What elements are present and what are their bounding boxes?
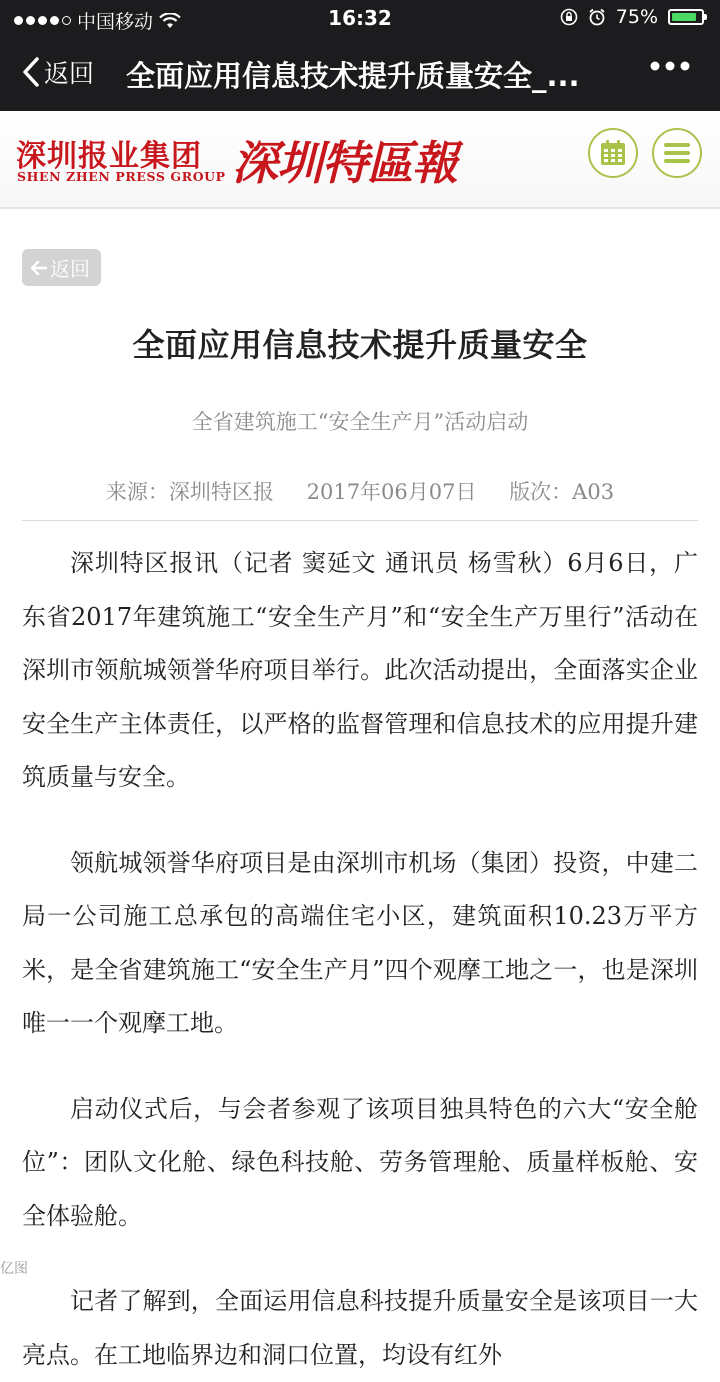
arrow-left-icon	[31, 261, 47, 275]
hamburger-menu-icon	[663, 141, 691, 165]
battery-percent: 75%	[615, 6, 658, 28]
rotation-lock-icon	[560, 8, 578, 26]
nav-back-button[interactable]	[22, 54, 94, 90]
status-bar	[0, 0, 720, 36]
site-header	[0, 111, 720, 209]
press-group-logo-subtitle: SHEN ZHEN PRESS GROUP	[17, 169, 226, 184]
alarm-icon	[588, 8, 606, 26]
calendar-button[interactable]	[588, 128, 638, 178]
nav-title: 全面应用信息技术提升质量安全_...	[126, 59, 580, 93]
article-edition: 版次：A03	[509, 480, 615, 504]
status-right	[560, 6, 704, 28]
carrier-label: 中国移动	[77, 11, 154, 33]
article-back-label: 返回	[50, 257, 90, 281]
nav-bar	[0, 36, 720, 111]
article-title: 全面应用信息技术提升质量安全	[132, 326, 588, 364]
newspaper-logo: 深圳特區報	[232, 136, 457, 190]
battery-icon	[668, 9, 704, 25]
chevron-left-icon	[22, 56, 40, 88]
article-subtitle: 全省建筑施工“安全生产月”活动启动	[191, 410, 529, 434]
article-content	[22, 225, 698, 1382]
nav-back-label: 返回	[44, 59, 95, 88]
article-source: 来源：深圳特区报	[105, 480, 274, 504]
calendar-icon	[599, 139, 627, 167]
divider	[22, 520, 698, 521]
article-paragraph: 深圳特区报讯（记者 窦延文 通讯员 杨雪秋）6月6日，广东省2017年建筑施工“安全生产月”和“安全生产万里行”活动在深圳市领航城领誉华府项目举行。此次活动提出，全面落实企业安全生产主体责任，以严格的监督管理和信息技术的应用提升建筑质量与安全。	[22, 549, 698, 791]
clock: 16:32	[328, 6, 392, 30]
more-options-icon[interactable]	[650, 60, 690, 72]
article-meta	[22, 476, 698, 506]
watermark: 亿图	[0, 1261, 28, 1277]
article-date: 2017年06月07日	[306, 480, 477, 504]
article-paragraph: 记者了解到，全面运用信息科技提升质量安全是该项目一大亮点。在工地临界边和洞口位置，均设有红外	[22, 1287, 698, 1369]
article-paragraph: 领航城领誉华府项目是由深圳市机场（集团）投资，中建二局一公司施工总承包的高端住宅小区，建筑面积10.23万平方米，是全省建筑施工“安全生产月”四个观摩工地之一，也是深圳唯一一个观摩工地。	[22, 848, 698, 1037]
press-group-logo: 深圳报业集团	[16, 139, 202, 174]
article-paragraph: 启动仪式后，与会者参观了该项目独具特色的六大“安全舱位”：团队文化舱、绿色科技舱、劳务管理舱、质量样板舱、安全体验舱。	[22, 1094, 698, 1230]
menu-button[interactable]	[652, 128, 702, 178]
article-back-button[interactable]	[22, 249, 101, 286]
